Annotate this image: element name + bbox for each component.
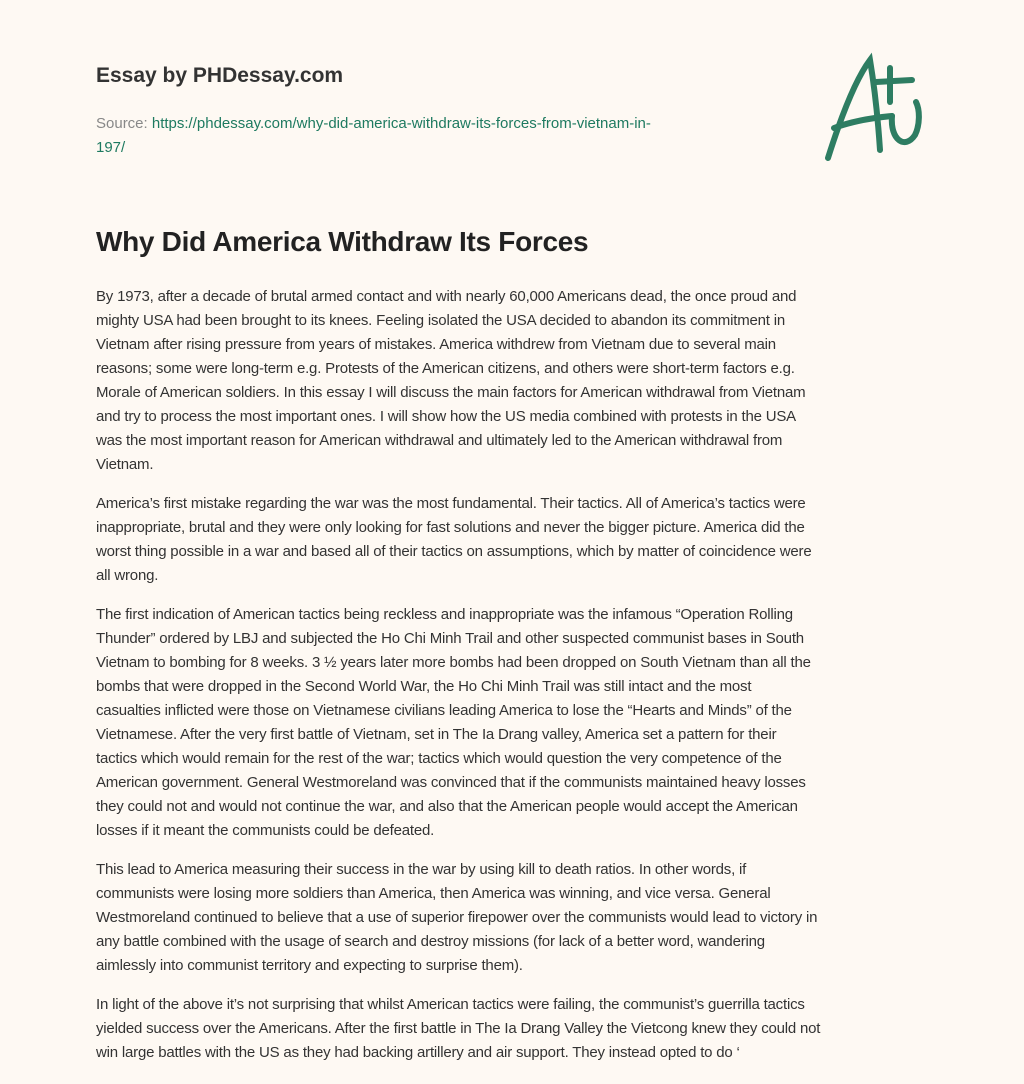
paragraph-line: This lead to America measuring their success in the war by using kill to death ratios. In other words, if: [96, 861, 747, 878]
essay-title: Why Did America Withdraw Its Forces: [96, 226, 589, 257]
essay-paragraph: [96, 492, 956, 588]
source-link-line: https://phdessay.com/why-did-america-withdraw-its-forces-from-vietnam-in-: [151, 115, 651, 132]
paragraph-line: bombs that were dropped in the Second World War, the Ho Chi Minh Trail was still intact and the most: [96, 678, 752, 695]
paragraph-line: tactics which would remain for the rest of the war; tactics which would question the very competence of the: [96, 750, 782, 767]
essay-paragraph: [96, 858, 956, 978]
paragraph-line: inappropriate, brutal and they were only looking for fast solutions and never the bigger picture. America did the: [96, 519, 805, 536]
paragraph-line: and try to process the most important ones. I will show how the US media combined with protests in the USA: [96, 408, 796, 425]
paragraph-line: yielded success over the Americans. After the first battle in The Ia Drang Valley the Vietcong knew they could not: [96, 1020, 821, 1037]
paragraph-line: communists were losing more soldiers than America, then America was winning, and vice versa. General: [96, 885, 771, 902]
paragraph-line: they could not and would not continue the war, and also that the American people would accept the American: [96, 798, 798, 815]
paragraph-line: aimlessly into communist territory and expecting to surprise them).: [96, 957, 523, 974]
a-plus-logo-icon: [820, 40, 930, 175]
essay-paragraph: [96, 285, 956, 477]
paragraph-line: Westmoreland continued to believe that a use of superior firepower over the communists would lead to victory in: [96, 909, 818, 926]
essay-paragraph: [96, 603, 956, 843]
paragraph-line: worst thing possible in a war and based all of their tactics on assumptions, which by matter of coincidence were: [96, 543, 812, 560]
site-brand: Essay by PHDessay.com: [96, 64, 344, 87]
paragraph-line: Thunder” ordered by LBJ and subjected the Ho Chi Minh Trail and other suspected communist bases in South: [96, 630, 804, 647]
paragraph-line: Vietnamese. After the very first battle of Vietnam, set in The Ia Drang valley, America set a pattern for their: [96, 726, 777, 743]
source-link-line: 197/: [96, 139, 126, 156]
source-label: Source:: [96, 115, 152, 132]
paragraph-line: mighty USA had been brought to its knees. Feeling isolated the USA decided to abandon its commitment in: [96, 312, 785, 329]
paragraph-line: was the most important reason for American withdrawal and ultimately led to the American withdrawal from: [96, 432, 783, 449]
paragraph-line: any battle combined with the usage of search and destroy missions (for lack of a better word, wandering: [96, 933, 765, 950]
paragraph-line: Morale of American soldiers. In this essay I will discuss the main factors for American withdrawal from Vietnam: [96, 384, 806, 401]
paragraph-line: American government. General Westmoreland was convinced that if the communists maintained heavy losses: [96, 774, 806, 791]
source-link[interactable]: [96, 115, 651, 156]
paragraph-line: The first indication of American tactics being reckless and inappropriate was the infamous “Operation Rolling: [96, 606, 793, 623]
paragraph-line: In light of the above it’s not surprising that whilst American tactics were failing, the communist’s guerrilla tactics: [96, 996, 805, 1013]
paragraph-line: Vietnam.: [96, 456, 154, 473]
paragraph-line: win large battles with the US as they had backing artillery and air support. They instead opted to do ‘: [96, 1044, 740, 1061]
essay-body: [96, 285, 956, 1080]
paragraph-line: losses if it meant the communists could be defeated.: [96, 822, 435, 839]
source-line: [96, 112, 736, 160]
paragraph-line: Vietnam after rising pressure from years of mistakes. America withdrew from Vietnam due to several main: [96, 336, 776, 353]
paragraph-line: America’s first mistake regarding the war was the most fundamental. Their tactics. All of America’s tactics were: [96, 495, 806, 512]
paragraph-line: all wrong.: [96, 567, 159, 584]
paragraph-line: By 1973, after a decade of brutal armed contact and with nearly 60,000 Americans dead, the once proud and: [96, 288, 797, 305]
paragraph-line: Vietnam to bombing for 8 weeks. 3 ½ years later more bombs had been dropped on South Vietnam than all the: [96, 654, 811, 671]
paragraph-line: reasons; some were long-term e.g. Protests of the American citizens, and others were short-term factors e.g.: [96, 360, 795, 377]
essay-paragraph: [96, 993, 956, 1065]
paragraph-line: casualties inflicted were those on Vietnamese civilians leading America to lose the “Hearts and Minds” of the: [96, 702, 792, 719]
